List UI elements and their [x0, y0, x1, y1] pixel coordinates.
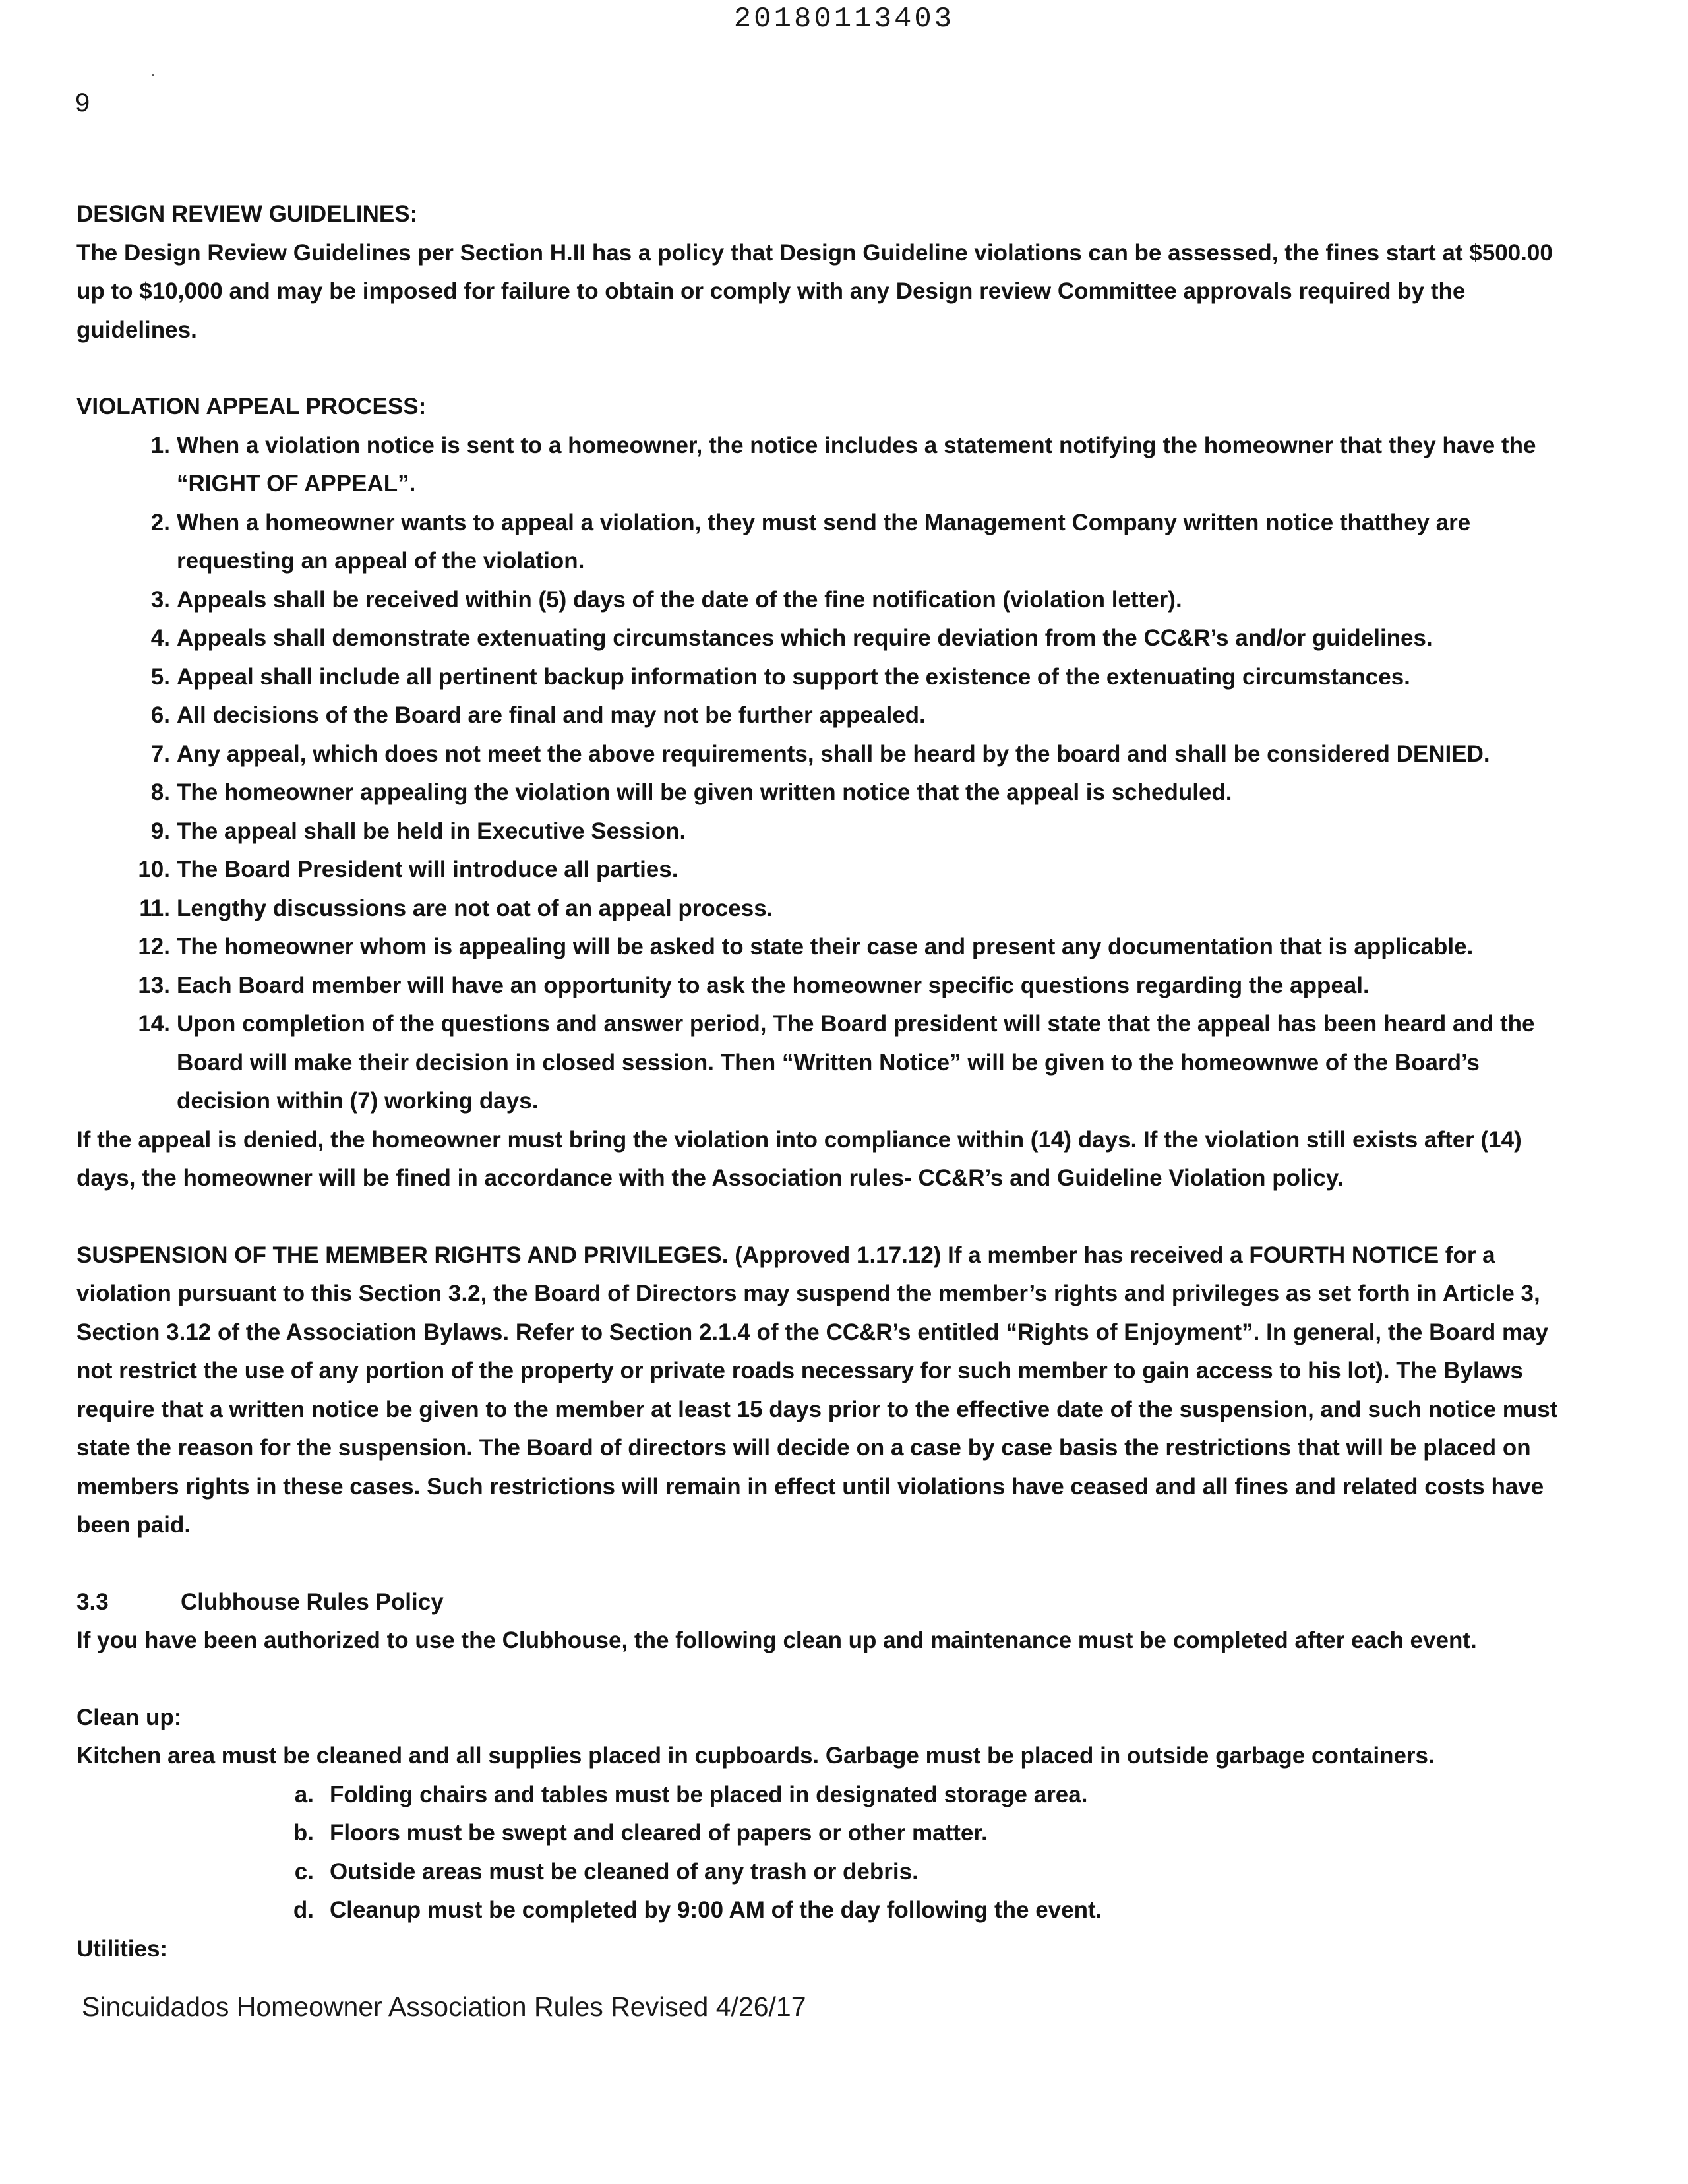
- document-number: 20180113403: [733, 3, 955, 36]
- list-item-text: Appeal shall include all pertinent backup information to support the existence of the extenuating circumstances.: [177, 663, 1410, 690]
- list-item: [76, 1776, 1573, 1815]
- suspension-section: [76, 1236, 1573, 1545]
- clubhouse-intro: If you have been authorized to use the Clubhouse, the following clean up and maintenance must be completed after each event.: [76, 1627, 1477, 1653]
- list-item-text: Folding chairs and tables must be placed in designated storage area.: [330, 1781, 1088, 1807]
- clubhouse-section: [76, 1583, 1573, 1969]
- cleanup-intro: Kitchen area must be cleaned and all supplies placed in cupboards. Garbage must be placed in outside garbage containers.: [76, 1743, 1435, 1769]
- section-number: 3.3: [76, 1589, 109, 1615]
- list-item-text: Lengthy discussions are not oat of an appeal process.: [177, 895, 773, 921]
- utilities-heading: Utilities:: [76, 1935, 168, 1962]
- list-item: [76, 774, 1573, 812]
- list-item-number: 1.: [150, 432, 170, 458]
- list-item-letter: c.: [294, 1858, 314, 1885]
- cleanup-heading: Clean up:: [76, 1704, 182, 1730]
- spacer: [76, 1545, 1573, 1583]
- appeal-process-heading: VIOLATION APPEAL PROCESS:: [76, 394, 427, 419]
- design-review-heading: DESIGN REVIEW GUIDELINES:: [76, 201, 418, 227]
- list-item-text: Outside areas must be cleaned of any trash or debris.: [330, 1858, 919, 1885]
- list-item-number: 5.: [150, 663, 170, 690]
- list-item: [76, 735, 1573, 774]
- list-item-number: 2.: [150, 509, 170, 535]
- list-item-text: Cleanup must be completed by 9:00 AM of the day following the event.: [330, 1897, 1102, 1923]
- list-item-text: Appeals shall be received within (5) days of the date of the fine notification (violation letter).: [177, 586, 1182, 613]
- list-item-text: All decisions of the Board are final and may not be further appealed.: [177, 702, 926, 728]
- appeal-process-section: [76, 388, 1573, 1198]
- list-item-letter: d.: [293, 1897, 314, 1923]
- list-item-text: The homeowner whom is appealing will be asked to state their case and present any documentation that is applicable.: [177, 934, 1474, 959]
- spacer: [76, 1660, 1573, 1699]
- clubhouse-heading: [76, 1583, 1573, 1622]
- list-item: [76, 1005, 1573, 1121]
- list-item: [76, 1814, 1573, 1853]
- list-item-number: 9.: [150, 818, 170, 844]
- list-item-text: The appeal shall be held in Executive Session.: [177, 818, 686, 844]
- list-item: [76, 581, 1573, 620]
- list-item-number: 13.: [138, 972, 170, 998]
- page-footer: Sincuidados Homeowner Association Rules Revised 4/26/17: [82, 1991, 806, 2022]
- list-item-number: 4.: [150, 625, 170, 651]
- list-item-text: The homeowner appealing the violation will be given written notice that the appeal is scheduled.: [177, 779, 1232, 805]
- section-title: Clubhouse Rules Policy: [181, 1589, 444, 1615]
- list-item-number: 10.: [138, 857, 170, 882]
- list-item-number: 8.: [150, 779, 170, 805]
- list-item: [76, 967, 1573, 1006]
- list-item: [76, 696, 1573, 735]
- list-item: [76, 427, 1573, 504]
- suspension-text: SUSPENSION OF THE MEMBER RIGHTS AND PRIVILEGES. (Approved 1.17.12) If a member has received a FOURTH NOTICE for a violation pursuant to this Section 3.2, the Board of Directors may suspend the member’s rights and privileges as set forth in Article 3, Section 3.12 of the Association Bylaws. Refer to Section 2.1.4 of the CC&R’s entitled “Rights of Enjoyment”. In general, the Board may not restrict the use of any portion of the property or private roads necessary for such member to gain access to his lot). The Bylaws require that a written notice be given to the member at least 15 days prior to the effective date of the suspension, and such notice must state the reason for the suspension. The Board of directors will decide on a case by case basis the restrictions that will be placed on members rights in these cases. Such restrictions will remain in effect until violations have ceased and all fines and related costs have been paid.: [76, 1242, 1558, 1538]
- page-number: 9: [75, 88, 90, 117]
- document-body: [76, 195, 1573, 1968]
- appeal-steps-list: [76, 427, 1573, 1121]
- list-item-text: Any appeal, which does not meet the above requirements, shall be heard by the board and shall be considered DENIED.: [177, 741, 1490, 767]
- list-item: [76, 1853, 1573, 1892]
- spacer: [76, 349, 1573, 388]
- list-item-letter: a.: [294, 1781, 314, 1807]
- design-review-body: The Design Review Guidelines per Section H.II has a policy that Design Guideline violations can be assessed, the fines start at $500.00 up to $10,000 and may be imposed for failure to obtain or comply with any Design review Committee approvals required by the guidelines.: [76, 239, 1553, 343]
- list-item-number: 14.: [138, 1011, 170, 1037]
- spacer: [76, 1198, 1573, 1236]
- list-item: [76, 1891, 1573, 1930]
- list-item-text: Upon completion of the questions and answer period, The Board president will state that the appeal has been heard and the Board will make their decision in closed session. Then “Written Notice” will be given to the homeownwe of the Board’s decision within (7) working days.: [177, 1011, 1535, 1114]
- list-item-text: Floors must be swept and cleared of papers or other matter.: [330, 1820, 988, 1846]
- list-item-text: The Board President will introduce all parties.: [177, 857, 678, 882]
- list-item: [76, 890, 1573, 928]
- list-item-number: 7.: [150, 741, 170, 767]
- list-item-number: 3.: [150, 586, 170, 613]
- appeal-denied-note: If the appeal is denied, the homeowner must bring the violation into compliance within (14) days. If the violation still exists after (14) days, the homeowner will be fined in accordance with the Association rules- CC&R’s and Guideline Violation policy.: [76, 1126, 1522, 1191]
- cleanup-list: [76, 1776, 1573, 1930]
- list-item: [76, 658, 1573, 697]
- list-item-number: 6.: [150, 702, 170, 728]
- list-item-text: When a homeowner wants to appeal a violation, they must send the Management Company written notice thatthey are requesting an appeal of the violation.: [177, 509, 1471, 574]
- list-item-text: Appeals shall demonstrate extenuating circumstances which require deviation from the CC&R’s and/or guidelines.: [177, 625, 1433, 651]
- scan-speck: [152, 74, 154, 76]
- list-item: [76, 619, 1573, 658]
- list-item-text: Each Board member will have an opportunity to ask the homeowner specific questions regarding the appeal.: [177, 972, 1370, 998]
- list-item-letter: b.: [293, 1820, 314, 1846]
- list-item-number: 12.: [138, 934, 170, 959]
- design-review-section: [76, 195, 1573, 349]
- list-item: [76, 504, 1573, 581]
- list-item: [76, 928, 1573, 967]
- list-item-text: When a violation notice is sent to a homeowner, the notice includes a statement notifying the homeowner that they have the “RIGHT OF APPEAL”.: [177, 432, 1536, 497]
- list-item: [76, 812, 1573, 851]
- list-item-number: 11.: [139, 895, 170, 921]
- list-item: [76, 851, 1573, 890]
